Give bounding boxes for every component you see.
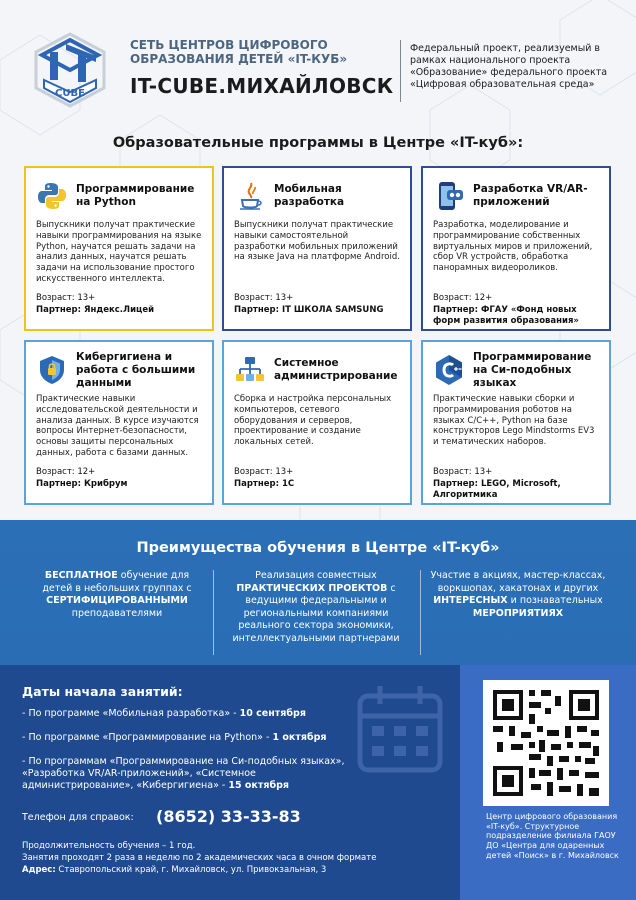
programs-title: Образовательные программы в Центре «IT-куб»: — [112, 135, 524, 151]
adv-emphasis: МЕРОПРИЯТИЯХ — [472, 607, 564, 619]
it-cube-logo — [30, 30, 110, 110]
start-date-python — [22, 732, 362, 744]
program-card-cyber[interactable] — [24, 340, 214, 505]
card-title: Программирование на Си-подобных языках — [473, 350, 592, 389]
phone-number[interactable]: (8652) 33-33-83 — [156, 807, 301, 826]
card-description: Сборка и настройка персональных компьютеров, сетевого оборудования и серверов, проектирование и создание локальных сетей. — [234, 394, 392, 448]
card-partner — [36, 305, 208, 316]
card-description: Практические навыки исследовательской деятельности и анализа данных. В курсе изучаются вопросы Интернет-безопасности, основы защиты персональных данных, работа с базами данных. — [36, 394, 199, 458]
qr-pattern — [483, 680, 609, 806]
date-text: - По программам «Программирование на Си-подобных языках», «Разработка VR/AR-приложений», «Системное администрирование», «Кибергигиена» - — [22, 756, 345, 791]
shield-icon — [36, 354, 68, 386]
card-partner — [234, 305, 406, 316]
advantage-practical-projects — [224, 570, 408, 645]
advantages-title: Преимущества обучения в Центре «IT-куб» — [136, 540, 500, 556]
card-partner — [433, 479, 605, 501]
card-age — [234, 467, 406, 478]
age-label: Возраст: — [433, 293, 472, 303]
advantage-free-education — [32, 570, 202, 620]
partner-label: Партнер: — [433, 479, 478, 489]
date-value: 15 октября — [228, 780, 290, 791]
age-value: 13+ — [275, 293, 294, 303]
card-partner — [36, 479, 208, 490]
date-text: - По программе «Мобильная разработка» - — [22, 708, 240, 719]
card-title: Мобильная разработка — [274, 183, 345, 208]
adv-text: Участие в акциях, мастер-классах, воркшопах, хакатонах и других — [430, 570, 606, 594]
card-description: Практические навыки сборки и программирования роботов на языках C/C++, Python на базе конструкторов Lego Mindstorms EV3 и тематических наборов. — [433, 394, 595, 448]
qr-code[interactable] — [483, 680, 609, 806]
date-value: 10 сентября — [239, 708, 306, 719]
network-icon — [234, 354, 266, 386]
adv-emphasis: СЕРТИФИЦИРОВАННЫМИ — [46, 595, 188, 606]
partner-label: Партнер: — [234, 479, 279, 489]
age-value: 12+ — [77, 467, 96, 477]
cpp-icon — [433, 354, 465, 386]
address — [22, 865, 326, 876]
schedule-text: Занятия проходят 2 раза в неделю по 2 академических часа в очном формате — [22, 853, 377, 863]
advantage-events — [428, 570, 608, 620]
partner-value: Крибрум — [83, 479, 128, 489]
card-age — [36, 467, 208, 478]
java-icon — [234, 180, 266, 212]
card-age — [433, 467, 605, 478]
partner-value: ФГАУ «Фонд новых форм развития образования» — [433, 305, 579, 326]
age-value: 13+ — [77, 293, 96, 303]
start-date-mobile — [22, 708, 362, 720]
adv-text: обучение для детей в небольших группах с — [42, 570, 192, 594]
advantages-divider — [420, 570, 421, 655]
age-label: Возраст: — [36, 467, 75, 477]
age-label: Возраст: — [234, 293, 273, 303]
card-age — [234, 293, 406, 304]
adv-text: с ведущими федеральными и региональными компаниями реального сектора экономики, интеллектуальными партнерами — [232, 582, 400, 644]
advantages-divider — [213, 570, 214, 655]
python-icon — [36, 180, 68, 212]
program-card-mobile[interactable] — [222, 166, 412, 331]
partner-label: Партнер: — [433, 305, 478, 315]
age-label: Возраст: — [234, 467, 273, 477]
dates-title: Даты начала занятий: — [22, 684, 183, 699]
center-name: IT-CUBE.МИХАЙЛОВСК — [130, 74, 394, 98]
partner-value: IT ШКОЛА SAMSUNG — [281, 305, 384, 315]
partner-value: 1С — [281, 479, 295, 489]
program-card-cpp[interactable] — [421, 340, 611, 505]
adv-emphasis: ПРАКТИЧЕСКИХ ПРОЕКТОВ — [236, 582, 388, 594]
card-partner — [234, 479, 406, 490]
age-value: 13+ — [275, 467, 294, 477]
adv-emphasis: БЕСПЛАТНОЕ — [44, 570, 118, 581]
vr-phone-icon — [433, 180, 465, 212]
age-value: 13+ — [474, 467, 493, 477]
card-title: Программирование на Python — [76, 183, 195, 208]
calendar-icon — [352, 682, 448, 778]
date-value: 1 октября — [272, 732, 327, 743]
card-description: Выпускники получат практические навыки программирования на языке Python, научатся решать задачи на анализ данных, научатся решать задачи на использование простого искусственного интеллекта. — [36, 220, 202, 284]
network-subtitle: СЕТЬ ЦЕНТРОВ ЦИФРОВОГО ОБРАЗОВАНИЯ ДЕТЕЙ «IT-КУБ» — [130, 38, 348, 66]
logo-text: CUBE — [55, 88, 85, 99]
age-label: Возраст: — [433, 467, 472, 477]
address-value: Ставропольский край, г. Михайловск, ул. Привокзальная, 3 — [55, 865, 327, 875]
adv-text: Реализация совместных — [255, 570, 377, 581]
phone-label: Телефон для справок: — [22, 812, 134, 823]
program-card-sysadmin[interactable] — [222, 340, 412, 505]
card-title: Разработка VR/AR-приложений — [473, 183, 588, 208]
address-label: Адрес: — [22, 865, 56, 875]
card-title: Системное администрирование — [274, 357, 398, 382]
header-divider — [400, 40, 401, 102]
partner-label: Партнер: — [234, 305, 279, 315]
partner-label: Партнер: — [36, 305, 81, 315]
duration-text: Продолжительность обучения – 1 год. — [22, 841, 196, 851]
program-card-python[interactable] — [24, 166, 214, 331]
card-age — [433, 293, 605, 304]
card-age — [36, 293, 208, 304]
adv-emphasis: ИНТЕРЕСНЫХ — [433, 595, 508, 606]
qr-caption: Центр цифрового образования «IT-куб». Структурное подразделение филиала ГАОУ ДО «Центра для одаренных детей «Поиск» в г. Михайловск — [486, 812, 619, 860]
header — [0, 0, 636, 125]
partner-value: Яндекс.Лицей — [83, 305, 155, 315]
federal-project-text: Федеральный проект, реализуемый в рамках национального проекта «Образование» федерального проекта «Цифровая образовательная среда» — [410, 43, 608, 90]
age-value: 12+ — [474, 293, 493, 303]
program-card-vr[interactable] — [421, 166, 611, 331]
card-description: Выпускники получат практические навыки самостоятельной разработки мобильных приложений на языке Java на платформе Android. — [234, 220, 400, 263]
date-text: - По программе «Программирование на Python» - — [22, 732, 273, 743]
card-title: Кибергигиена и работа с большими данными — [76, 350, 196, 389]
adv-text: преподавателями — [71, 607, 163, 619]
partner-label: Партнер: — [36, 479, 81, 489]
partner-value: LEGO, Microsoft, Алгоритмика — [433, 479, 561, 500]
card-description: Разработка, моделирование и программирование собственных виртуальных миров и приложений, сбор VR устройств, обработка панорамных видеороликов. — [433, 220, 593, 274]
adv-text: и познавательных — [507, 595, 603, 606]
card-partner — [433, 305, 605, 327]
age-label: Возраст: — [36, 293, 75, 303]
start-date-others — [22, 756, 362, 792]
